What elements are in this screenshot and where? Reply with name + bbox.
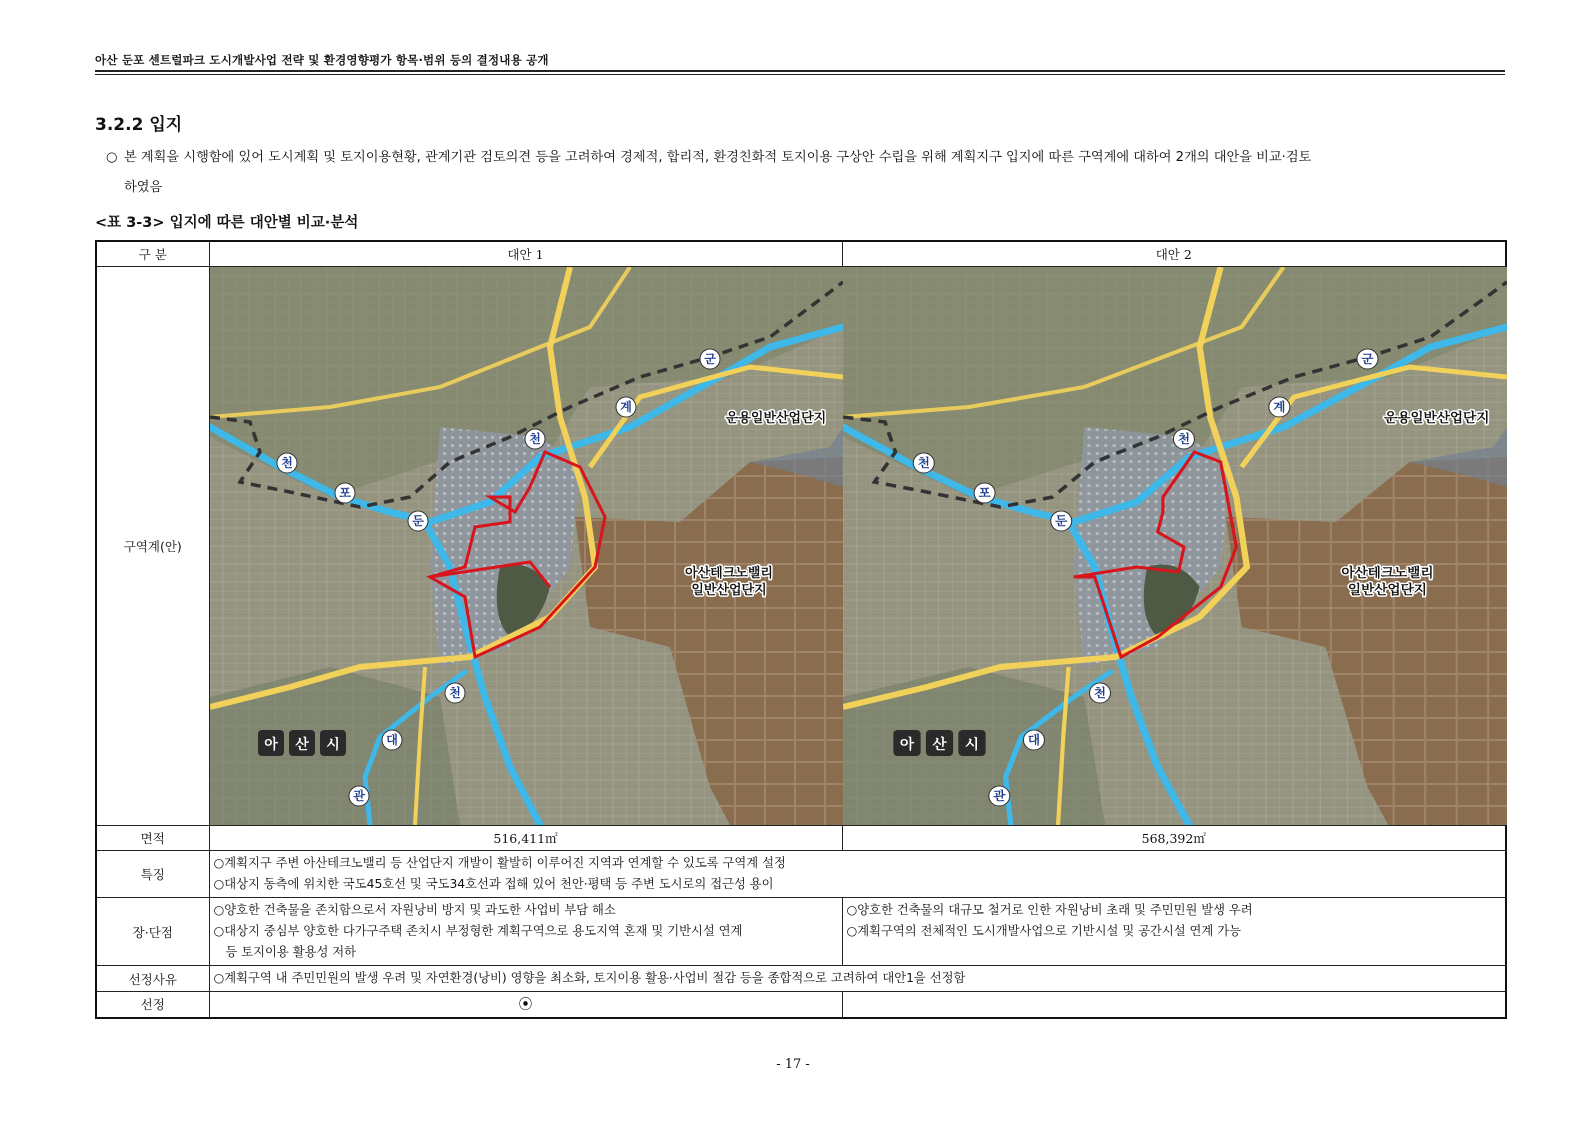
map2-label-po: 포 [978, 486, 991, 500]
pros1-line-c: 등 토지이용 활용성 저하 [225, 945, 357, 959]
map-row [96, 267, 1506, 826]
select-row [96, 992, 1506, 1018]
map-alt2-svg [843, 267, 1507, 825]
map2-label-gun: 군 [1360, 352, 1374, 366]
table-header-row [96, 241, 1506, 267]
size-alt1: 516,411㎡ [209, 826, 842, 851]
header-rule-thin [95, 74, 1505, 75]
map2-label-cheon: 천 [1177, 432, 1190, 446]
comparison-table [95, 240, 1507, 1019]
row-label-feature: 특징 [96, 851, 209, 898]
map2-label-gwan: 관 [992, 789, 1005, 803]
intro-paragraph [106, 143, 1504, 203]
map2-label-cheon-w: 천 [917, 456, 930, 470]
paragraph-line-1: 본 계획을 시행함에 있어 도시계획 및 토지이용현황, 관계기관 검토의견 등을 고려하여 경제적, 합리적, 환경친화적 토지이용 구상안 수립을 위해 계획지구 입지에 따른 구역계에 대하여 2개의 대안을 비교·검토 [124, 150, 1312, 165]
map2-label-industrial-north: 운용일반산업단지 [1383, 411, 1489, 426]
map1-label-industrial-2: 일반산업단지 [690, 583, 767, 598]
size-alt2: 568,392㎡ [842, 826, 1506, 851]
map-alt2 [842, 267, 1506, 826]
map2-label-dun: 둔 [1054, 514, 1067, 528]
pros1-line-b: ○대상지 중심부 양호한 다가구주택 존치시 부정형한 계획구역으로 용도지역 혼재 및 기반시설 연계 [213, 924, 743, 938]
select-empty-alt2 [842, 992, 1506, 1018]
map1-label-cheon: 천 [528, 432, 541, 446]
map-alt1-svg [210, 267, 843, 825]
table-caption: <표 3-3> 입지에 따른 대안별 비교·분석 [95, 215, 359, 231]
map2-city-a: 아 [899, 737, 914, 753]
map1-city-san: 산 [294, 737, 309, 753]
page-number: - 17 - [776, 1057, 810, 1072]
header-rule [95, 70, 1505, 72]
map1-label-gwan: 관 [352, 789, 365, 803]
reason-cell: ○계획구역 내 주민민원의 발생 우려 및 자연환경(낭비) 영향을 최소화, 토지이용 활용·사업비 절감 등을 종합적으로 고려하여 대안1을 선정함 [209, 966, 1506, 992]
map2-label-cheon-s: 천 [1093, 686, 1106, 700]
map1-label-cheon-s: 천 [448, 686, 461, 700]
map1-label-gun: 군 [703, 352, 716, 366]
map1-label-industrial-1: 아산테크노밸리 [684, 566, 773, 581]
feature-line-1: ○계획지구 주변 아산테크노밸리 등 산업단지 개발이 활발히 이루어진 지역과 연계할 수 있도록 구역계 설정 [213, 856, 786, 870]
row-label-size: 면적 [96, 826, 209, 851]
map2-city-si: 시 [964, 737, 979, 753]
feature-line-2: ○대상지 동측에 위치한 국도45호선 및 국도34호선과 접해 있어 천안·평택 등 주변 도시로의 접근성 용이 [213, 877, 774, 891]
map1-city-si: 시 [325, 737, 340, 753]
feature-row [96, 851, 1506, 898]
pros-cons-alt1 [209, 898, 842, 966]
row-label-reason: 선정사유 [96, 966, 209, 992]
bullet-icon: ○ [106, 150, 118, 165]
pros-cons-alt2 [842, 898, 1506, 966]
map1-city-a: 아 [263, 737, 278, 753]
pros2-line-b: ○계획구역의 전체적인 도시개발사업으로 기반시설 및 공간시설 연계 가능 [846, 924, 1241, 938]
map2-city-san: 산 [931, 737, 947, 753]
pros-cons-row [96, 898, 1506, 966]
map2-label-industrial-2: 일반산업단지 [1347, 583, 1427, 598]
map1-label-gye: 계 [619, 400, 632, 414]
header-alt1: 대안 1 [209, 241, 842, 267]
map2-label-dae: 대 [1027, 733, 1040, 747]
size-row [96, 826, 1506, 851]
map2-label-industrial-1: 아산테크노밸리 [1340, 566, 1433, 581]
map1-label-dun: 둔 [411, 514, 424, 528]
map1-label-cheon-w: 천 [280, 456, 293, 470]
row-label-select: 선정 [96, 992, 209, 1018]
map-alt1 [209, 267, 842, 826]
feature-cell [209, 851, 1506, 898]
pros1-line-a: ○양호한 건축물을 존치함으로서 자원낭비 방지 및 과도한 사업비 부담 해소 [213, 903, 616, 917]
paragraph-line-2: 하였음 [124, 180, 163, 195]
map1-label-po: 포 [338, 486, 351, 500]
map2-label-gye: 계 [1272, 400, 1285, 414]
document-header: 아산 둔포 센트럴파크 도시개발사업 전략 및 환경영향평가 항목·범위 등의 결정내용 공개 [95, 53, 549, 67]
reason-row [96, 966, 1506, 992]
select-mark-alt1: ⦿ [209, 992, 842, 1018]
map1-label-dae: 대 [385, 733, 398, 747]
header-alt2: 대안 2 [842, 241, 1506, 267]
row-label-pros-cons: 장·단점 [96, 898, 209, 966]
pros2-line-a: ○양호한 건축물의 대규모 철거로 인한 자원낭비 초래 및 주민민원 발생 우려 [846, 903, 1253, 917]
header-category: 구 분 [96, 241, 209, 267]
section-title: 3.2.2 입지 [95, 115, 183, 135]
row-label-boundary: 구역계(안) [96, 267, 209, 826]
map1-label-industrial-north: 운용일반산업단지 [725, 411, 826, 426]
